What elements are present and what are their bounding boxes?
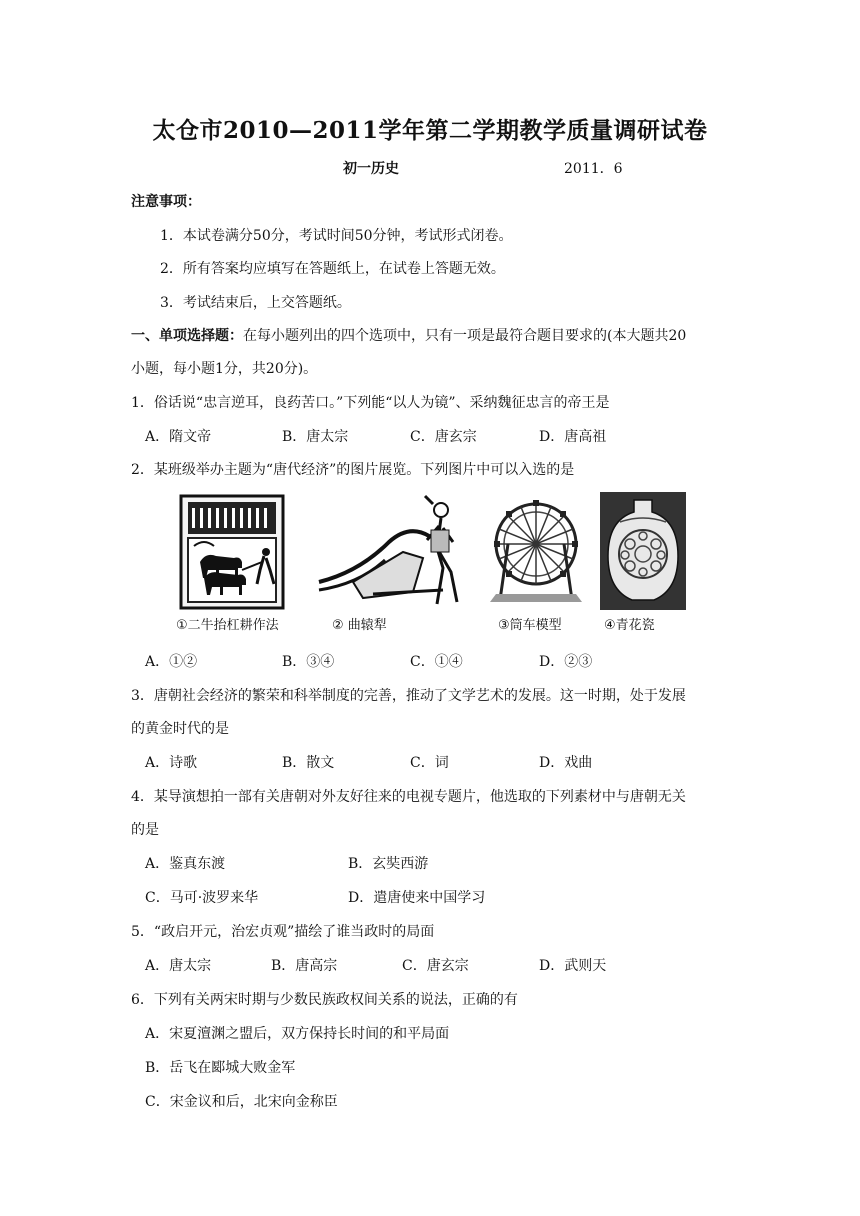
q5-option-a: A．唐太宗 xyxy=(145,958,212,974)
q6-option-c: C．宋金议和后，北宋向金称臣 xyxy=(145,1094,338,1110)
q3-option-a: A．诗歌 xyxy=(145,755,198,771)
q4-option-b: B．玄奘西游 xyxy=(348,856,429,872)
q3-option-d: D．戏曲 xyxy=(539,755,593,771)
caption-3: ③筒车模型 xyxy=(498,618,562,633)
ox-plowing-image xyxy=(178,492,286,610)
water-wheel-image xyxy=(488,492,584,610)
q5-option-c: C．唐玄宗 xyxy=(402,958,469,974)
question-1-stem: 1．俗话说“忠言逆耳，良药苦口。”下列能“以人为镜”、采纳魏征忠言的帝王是 xyxy=(131,395,610,411)
q4-option-a: A．鉴真东渡 xyxy=(145,856,226,872)
q2-option-b: B．③④ xyxy=(282,654,335,670)
section-instructions xyxy=(131,326,686,346)
question-4-stem-cont: 的是 xyxy=(131,822,159,838)
question-6-stem: 6．下列有关两宋时期与少数民族政权间关系的说法，正确的有 xyxy=(131,992,518,1008)
porcelain-vase-image xyxy=(600,492,686,610)
note-item: 3．考试结束后，上交答题纸。 xyxy=(160,295,351,311)
question-3-stem-cont: 的黄金时代的是 xyxy=(131,721,229,737)
curved-plow-image xyxy=(313,492,476,610)
caption-1: ①二牛抬杠耕作法 xyxy=(176,618,279,633)
q4-option-d: D．遣唐使来中国学习 xyxy=(348,890,486,906)
q5-option-d: D．武则天 xyxy=(539,958,607,974)
q1-option-c: C．唐玄宗 xyxy=(410,429,477,445)
q2-option-a: A．①② xyxy=(145,654,198,670)
question-3-stem: 3．唐朝社会经济的繁荣和科举制度的完善，推动了文学艺术的发展。这一时期，处于发展 xyxy=(131,688,686,704)
exam-date: 2011．6 xyxy=(564,161,623,177)
q1-option-b: B．唐太宗 xyxy=(282,429,349,445)
q1-option-d: D．唐高祖 xyxy=(539,429,607,445)
subject-label: 初一历史 xyxy=(343,161,399,177)
q5-option-b: B．唐高宗 xyxy=(271,958,338,974)
section-desc-cont: 小题，每小题1分，共20分)。 xyxy=(131,361,318,377)
note-item: 2．所有答案均应填写在答题纸上，在试卷上答题无效。 xyxy=(160,261,505,277)
note-item: 1．本试卷满分50分，考试时间50分钟，考试形式闭卷。 xyxy=(160,228,513,244)
q3-option-b: B．散文 xyxy=(282,755,335,771)
caption-2: ② 曲辕犁 xyxy=(332,618,387,633)
section-heading: 一、单项选择题： xyxy=(131,328,243,344)
q2-option-c: C．①④ xyxy=(410,654,463,670)
caption-4: ④青花瓷 xyxy=(604,618,655,633)
section-desc: 在每小题列出的四个选项中，只有一项是最符合题目要求的(本大题共20 xyxy=(243,328,687,344)
q6-option-b: B．岳飞在郾城大败金军 xyxy=(145,1060,296,1076)
question-2-stem: 2．某班级举办主题为“唐代经济”的图片展览。下列图片中可以入选的是 xyxy=(131,462,575,478)
q4-option-c: C．马可·波罗来华 xyxy=(145,890,259,906)
q3-option-c: C．词 xyxy=(410,755,449,771)
q6-option-a: A．宋夏澶渊之盟后，双方保持长时间的和平局面 xyxy=(145,1026,450,1042)
q1-option-a: A．隋文帝 xyxy=(145,429,212,445)
q2-option-d: D．②③ xyxy=(539,654,593,670)
exam-title: 太仓市2010—2011学年第二学期教学质量调研试卷 xyxy=(152,117,708,144)
question-5-stem: 5．“政启开元，治宏贞观”描绘了谁当政时的局面 xyxy=(131,924,435,940)
question-4-stem: 4．某导演想拍一部有关唐朝对外友好往来的电视专题片，他选取的下列素材中与唐朝无关 xyxy=(131,789,686,805)
notes-heading: 注意事项： xyxy=(131,194,201,210)
